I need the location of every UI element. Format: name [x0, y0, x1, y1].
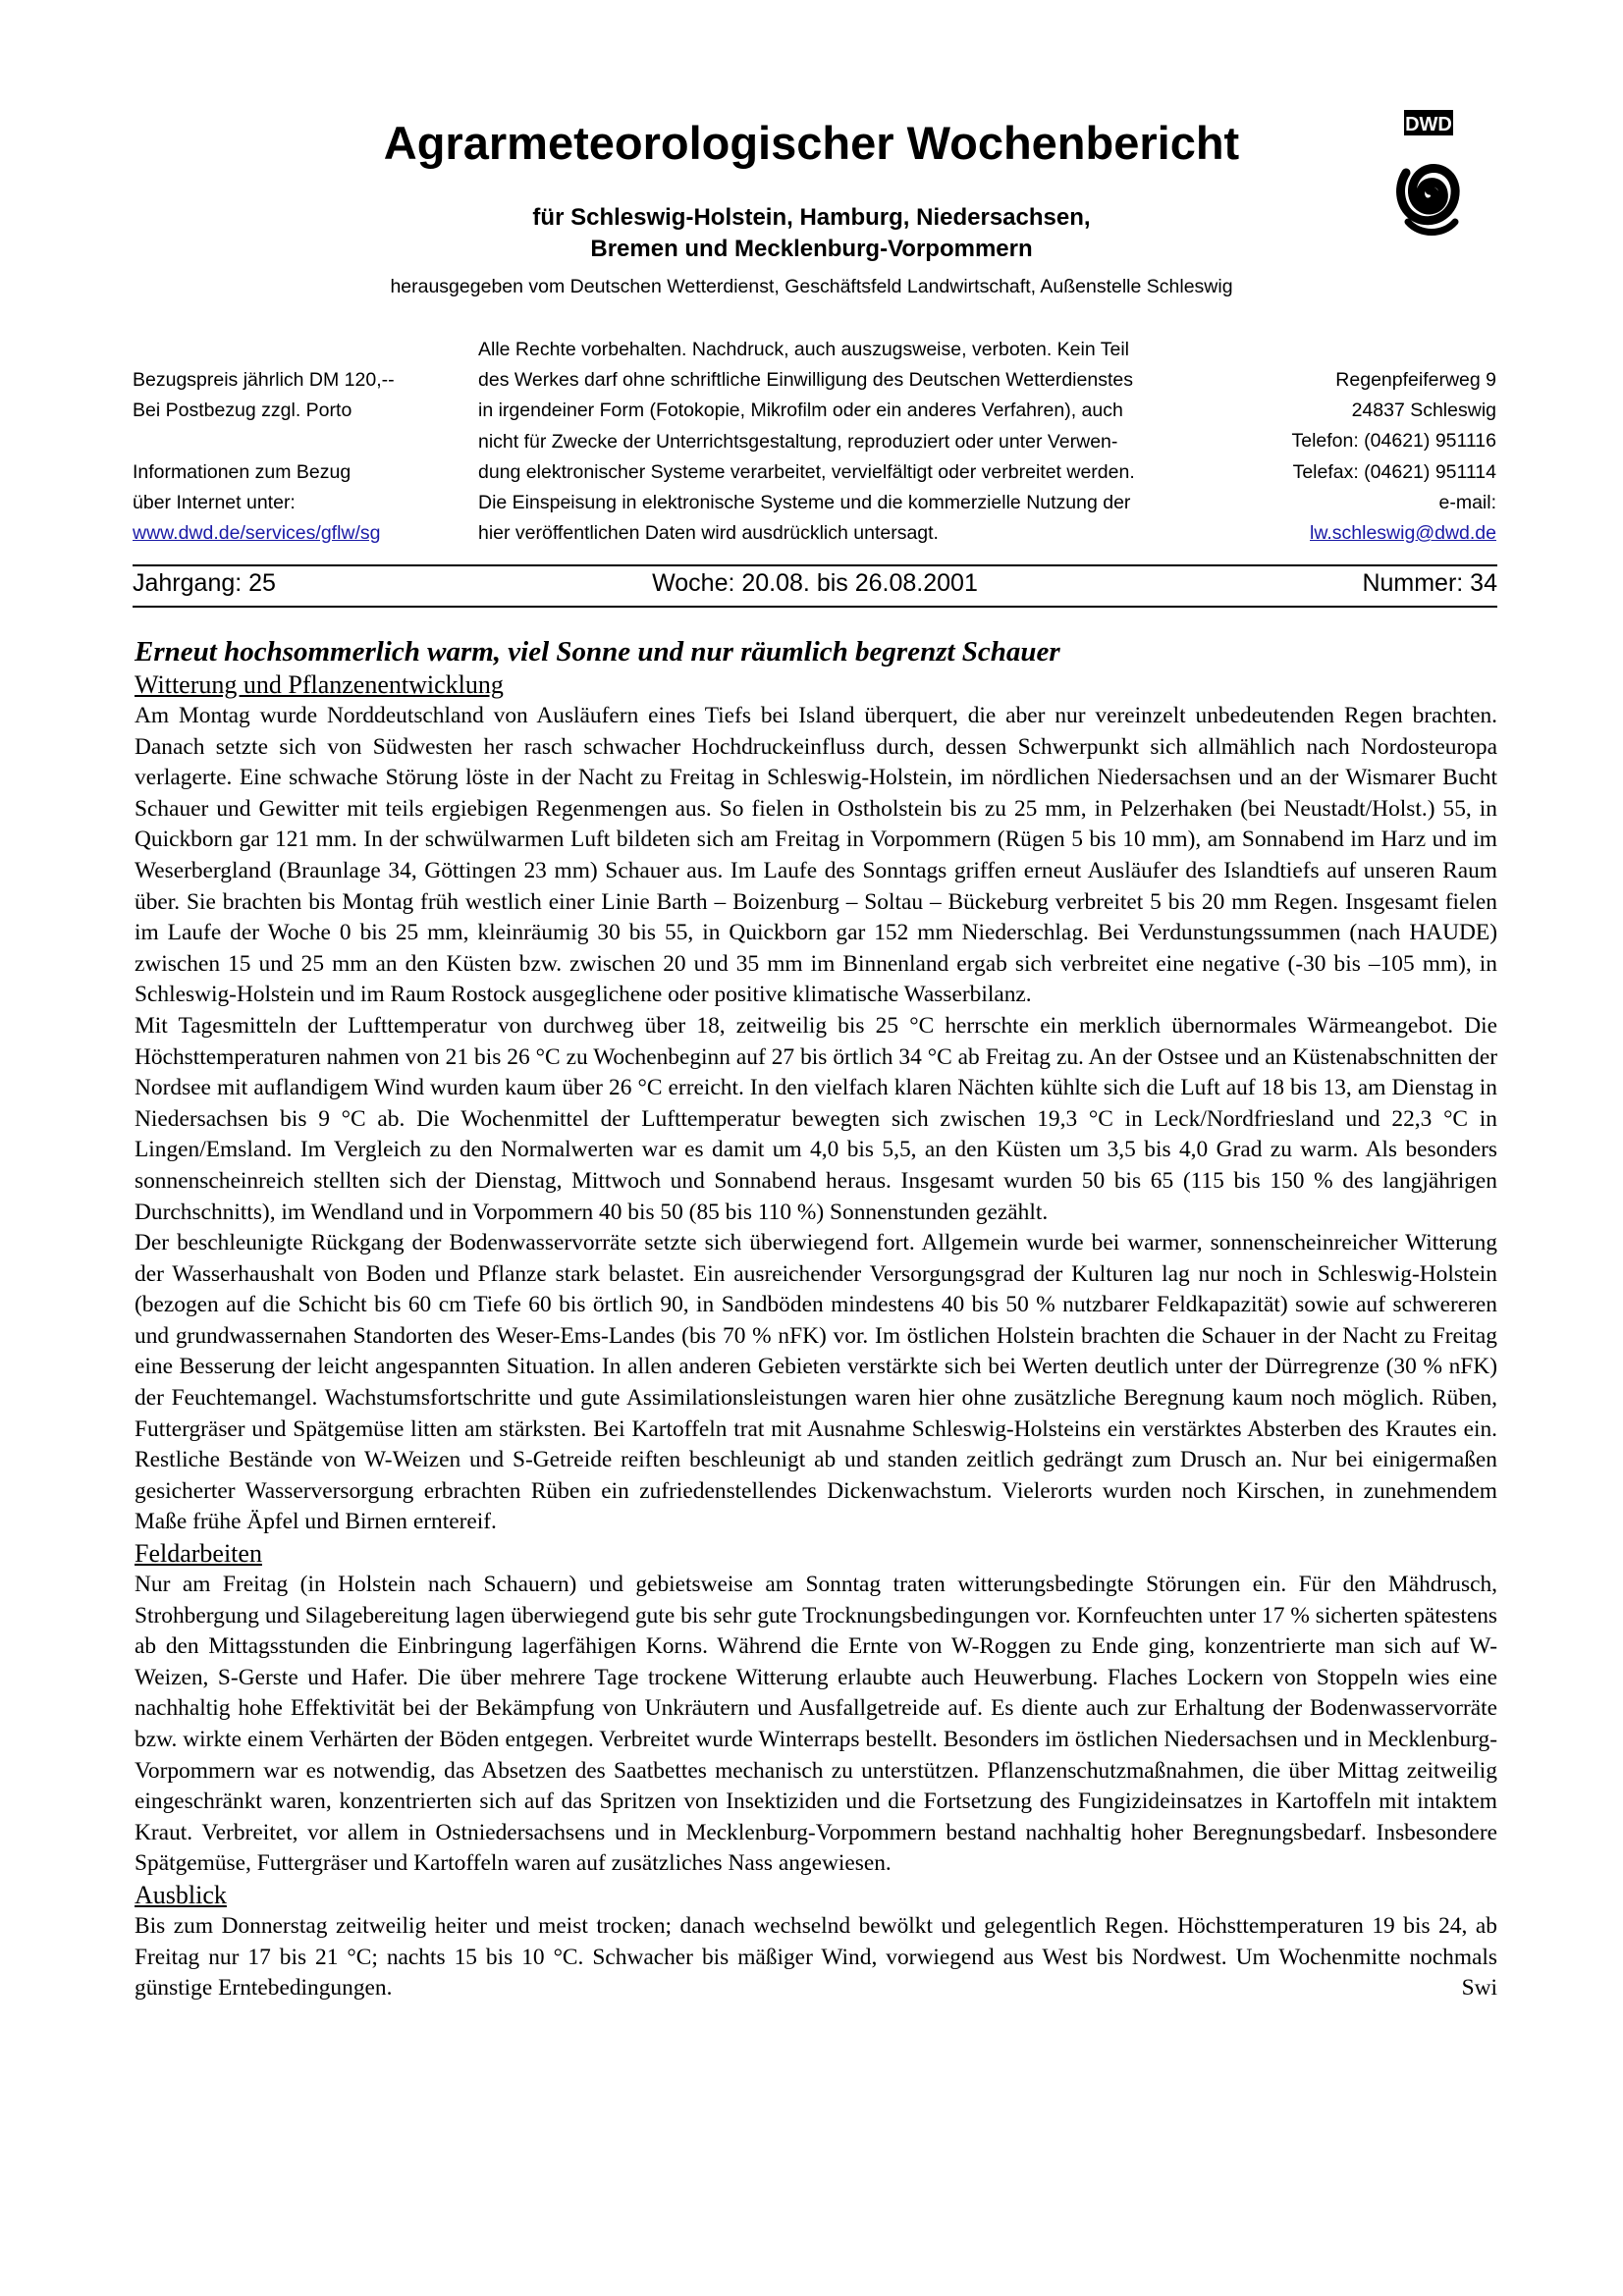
issue-week: Woche: 20.08. bis 26.08.2001: [652, 569, 978, 597]
report-body: [135, 634, 1497, 2004]
temperature-paragraph: Mit Tagesmitteln der Lufttemperatur von durchweg über 18, zeitweilig bis 25 °C herrschte ein merklich übernormales Wärmeangebot. Die Höchsttemperaturen nahmen von 21 bis 26 °C zu Wochenbeginn auf 27 bis örtlich 34 °C ab Freitag zu. An der Ostsee und an Küstenabschnitten der Nordsee mit auflandigem Wind wurden kaum über 26 °C erreicht. In den vielfach klaren Nächten kühlte sich die Luft auf 18 bis 13, am Dienstag in Niedersachsen bis 9 °C ab. Die Wochenmittel der Lufttemperatur bewegten sich zwischen 19,3 °C in Leck/Nordfriesland und 22,3 °C in Lingen/Emsland. Im Vergleich zu den Normalwerten war es damit um 4,0 bis 5,5, an den Küsten um 3,5 bis 4,0 Grad zu warm. Als besonders sonnenscheinreich stellten sich der Dienstag, Mittwoch und Sonnabend heraus. Insgesamt wurden 50 bis 65 (115 bis 150 % des langjährigen Durchschnitts), im Wendland und in Vorpommern 40 bis 50 (85 bis 110 %) Sonnenstunden gezählt.: [135, 1012, 1497, 1225]
divider-bottom: [133, 606, 1497, 608]
email-link[interactable]: lw.schleswig@dwd.de: [1310, 522, 1496, 545]
report-headline: Erneut hochsommerlich warm, viel Sonne und nur räumlich begrenzt Schauer: [135, 636, 1060, 667]
logo-text: DWD: [1405, 114, 1452, 135]
fieldwork-paragraph: Nur am Freitag (in Holstein nach Schauern) und gebietsweise am Sonntag traten witterungsbedingte Störungen ein. Für den Mähdrusch, Strohbergung und Silagebereitung lagen überwiegend gute bis sehr gute Trocknungsbedingungen vor. Kornfeuchten unter 17 % sicherten spätestens ab den Mittagsstunden die Einbringung lagerfähigen Korns. Während die Ernte von W-Roggen zu Ende ging, konzentrierte man sich auf W-Weizen, S-Gerste und Hafer. Die über mehrere Tage trockene Witterung erlaubte auch Heuwerbung. Flaches Lockern von Stoppeln wies eine nachhaltig hohe Effektivität bei der Bekämpfung von Unkräutern und Ausfallgetreide auf. Es diente auch zur Erhaltung der Bodenwasservorräte bzw. wirkte einem Verhärten der Böden entgegen. Verbreitet wurde Winterraps bestellt. Besonders im östlichen Niedersachsen und in Mecklenburg-Vorpommern war es notwendig, das Absetzen des Saatbettes mechanisch zu unterstützen. Pflanzenschutzmaßnahmen, die über Mittag zeitweilig eingeschränkt waren, konzentrierten sich auf das Spritzen von Insektiziden und die Fortsetzung des Fungizideinsatzes in Kartoffeln mit intaktem Kraut. Verbreitet, vor allem in Ostniedersachsens und in Mecklenburg-Vorpommern bestand nachhaltig hoher Beregnungsbedarf. Insbesondere Spätgemüse, Futtergräser und Kartoffeln waren auf zusätzliches Nass angewiesen.: [135, 1572, 1497, 1877]
copyright-line: Alle Rechte vorbehalten. Nachdruck, auch auszugsweise, verboten. Kein Teil: [478, 339, 1130, 360]
phone-number: Telefon: (04621) 951116: [1291, 430, 1496, 453]
copyright-line: nicht für Zwecke der Unterrichtsgestaltung, reproduziert oder unter Verwen-: [478, 430, 1118, 453]
email-label: e-mail:: [1438, 491, 1496, 513]
logo-spiral: [1401, 168, 1456, 220]
dwd-spiral-logo-icon: [1392, 110, 1467, 247]
subscription-info: [133, 365, 395, 549]
postage-note: Bei Postbezug zzgl. Porto: [133, 400, 352, 422]
info-label: Informationen zum Bezug: [133, 460, 352, 483]
divider-top: [133, 564, 1497, 566]
issue-number: Nummer: 34: [1362, 569, 1497, 597]
soil-water-paragraph: Der beschleunigte Rückgang der Bodenwasservorräte setzte sich überwiegend fort. Allgemein wurde bei warmer, sonnenscheinreicher Witterung der Wasserhaushalt von Boden und Pflanze stark belastet. Ein ausreichender Versorgungsgrad der Kulturen lag nur noch in Schleswig-Holstein (bezogen auf die Schicht bis 60 cm Tiefe 60 bis örtlich 90, in Sandböden mindestens 40 bis 50 % nutzbarer Feldkapazität) sowie auf schwereren und grundwassernahen Standorten des Weser-Ems-Landes (bis 70 % nFK) vor. Im östlichen Holstein brachten die Schauer in der Nacht zu Freitag eine Besserung der leicht angespannten Situation. In allen anderen Gebieten verstärkte sich bei Werten deutlich unter der Dürregrenze (30 % nFK) der Feuchtemangel. Wachstumsfortschritte und gute Assimilationsleistungen waren hier ohne zusätzliche Beregnung kaum noch möglich. Rüben, Futtergräser und Spätgemüse litten am stärksten. Bei Kartoffeln trat mit Ausnahme Schleswig-Holsteins ein verstärktes Absterben des Krautes ein. Restliche Bestände von W-Weizen und S-Getreide reiften beschleunigt ab und standen zeitlich gedrängt zum Drusch an. Nur bei einigermaßen gesicherter Wasserversorgung erbrachten Rüben ein zufriedenstellendes Dickenwachstum. Vielerorts wurden noch Kirschen, in zunehmendem Maße frühe Äpfel und Birnen erntereif.: [135, 1230, 1497, 1535]
section-heading-weather: Witterung und Pflanzenentwicklung: [135, 670, 504, 699]
internet-label: über Internet unter:: [133, 491, 296, 513]
subscription-price: Bezugspreis jährlich DM 120,--: [133, 369, 395, 391]
copyright-line: dung elektronischer Systeme verarbeitet, vervielfältigt oder verbreitet werden.: [478, 460, 1135, 483]
region-subtitle: [0, 202, 1623, 265]
copyright-notice: [478, 335, 1219, 549]
copyright-line: hier veröffentlichen Daten wird ausdrücklich untersagt.: [478, 522, 939, 545]
section-heading-fieldwork: Feldarbeiten: [135, 1539, 262, 1569]
copyright-line: Die Einspeisung in elektronische Systeme und die kommerzielle Nutzung der: [478, 492, 1131, 514]
website-link[interactable]: www.dwd.de/services/gflw/sg: [133, 522, 381, 544]
outlook-paragraph: [135, 1911, 1497, 2004]
subtitle-line-2: Bremen und Mecklenburg-Vorpommern: [590, 236, 1033, 262]
outlook-text: Bis zum Donnerstag zeitweilig heiter und meist trocken; danach wechselnd bewölkt und gelegentlich Regen. Höchsttemperaturen 19 bis 24, ab Freitag nur 17 bis 21 °C; nachts 15 bis 10 °C. Schwacher bis mäßiger Wind, vorwiegend aus West bis Nordwest. Um Wochenmitte nochmals günstige Erntebedingungen.: [135, 1912, 1497, 2002]
subtitle-line-1: für Schleswig-Holstein, Hamburg, Niedersachsen,: [532, 204, 1091, 231]
issue-bar: [133, 569, 1497, 603]
address-city: 24837 Schleswig: [1351, 400, 1496, 422]
weather-paragraph: Am Montag wurde Norddeutschland von Ausläufern eines Tiefs bei Island überquert, die aber nur vereinzelt unbedeutenden Regen brachten. Danach setzte sich von Südwesten her rasch schwacher Hochdruckeinfluss durch, dessen Schwerpunkt sich allmählich nach Nordosteuropa verlagerte. Eine schwache Störung löste in der Nacht zu Freitag in Schleswig-Holstein, im nördlichen Niedersachsen und an der Wismarer Bucht Schauer und Gewitter mit teils ergiebigen Regenmengen aus. So fielen in Ostholstein bis zu 25 mm, in Pelzerhaken (bei Neustadt/Holst.) 55, in Quickborn gar 121 mm. In der schwülwarmen Luft bildeten sich am Freitag in Vorpommern (Rügen 5 bis 10 mm), am Sonnabend im Harz und im Weserbergland (Braunlage 34, Göttingen 23 mm) Schauer aus. Im Laufe des Sonntags griffen erneut Ausläufer des Islandtiefs auf unseren Raum über. Sie brachten bis Montag früh westlich einer Linie Barth – Boizenburg – Soltau – Bückeburg verbreitet 5 bis 20 mm Regen. Insgesamt fielen im Laufe der Woche 0 bis 25 mm, kleinräumig 30 bis 55, in Quickborn gar 152 mm Niederschlag. Bei Verdunstungssummen (nach HAUDE) zwischen 15 und 25 mm an den Küsten bzw. zwischen 20 und 35 mm im Binnenland ergab sich verbreitet eine negative (-30 bis –105 mm), in Schleswig-Holstein und im Raum Rostock ausgeglichene oder positive klimatische Wasserbilanz.: [135, 703, 1497, 1008]
author-signature: Swi: [1461, 1975, 1497, 2002]
issue-volume: Jahrgang: 25: [133, 569, 276, 597]
address-street: Regenpfeiferweg 9: [1335, 369, 1496, 391]
publisher-line: herausgegeben vom Deutschen Wetterdienst, Geschäftsfeld Landwirtschaft, Außenstelle Schleswig: [390, 276, 1233, 297]
copyright-line: des Werkes darf ohne schriftliche Einwilligung des Deutschen Wetterdienstes: [478, 369, 1133, 392]
section-heading-outlook: Ausblick: [135, 1880, 227, 1909]
copyright-line: in irgendeiner Form (Fotokopie, Mikrofilm oder ein anderes Verfahren), auch: [478, 400, 1123, 422]
contact-info: [1291, 365, 1496, 549]
fax-number: Telefax: (04621) 951114: [1292, 460, 1496, 483]
page-title: Agrarmeteorologischer Wochenbericht: [383, 117, 1240, 169]
